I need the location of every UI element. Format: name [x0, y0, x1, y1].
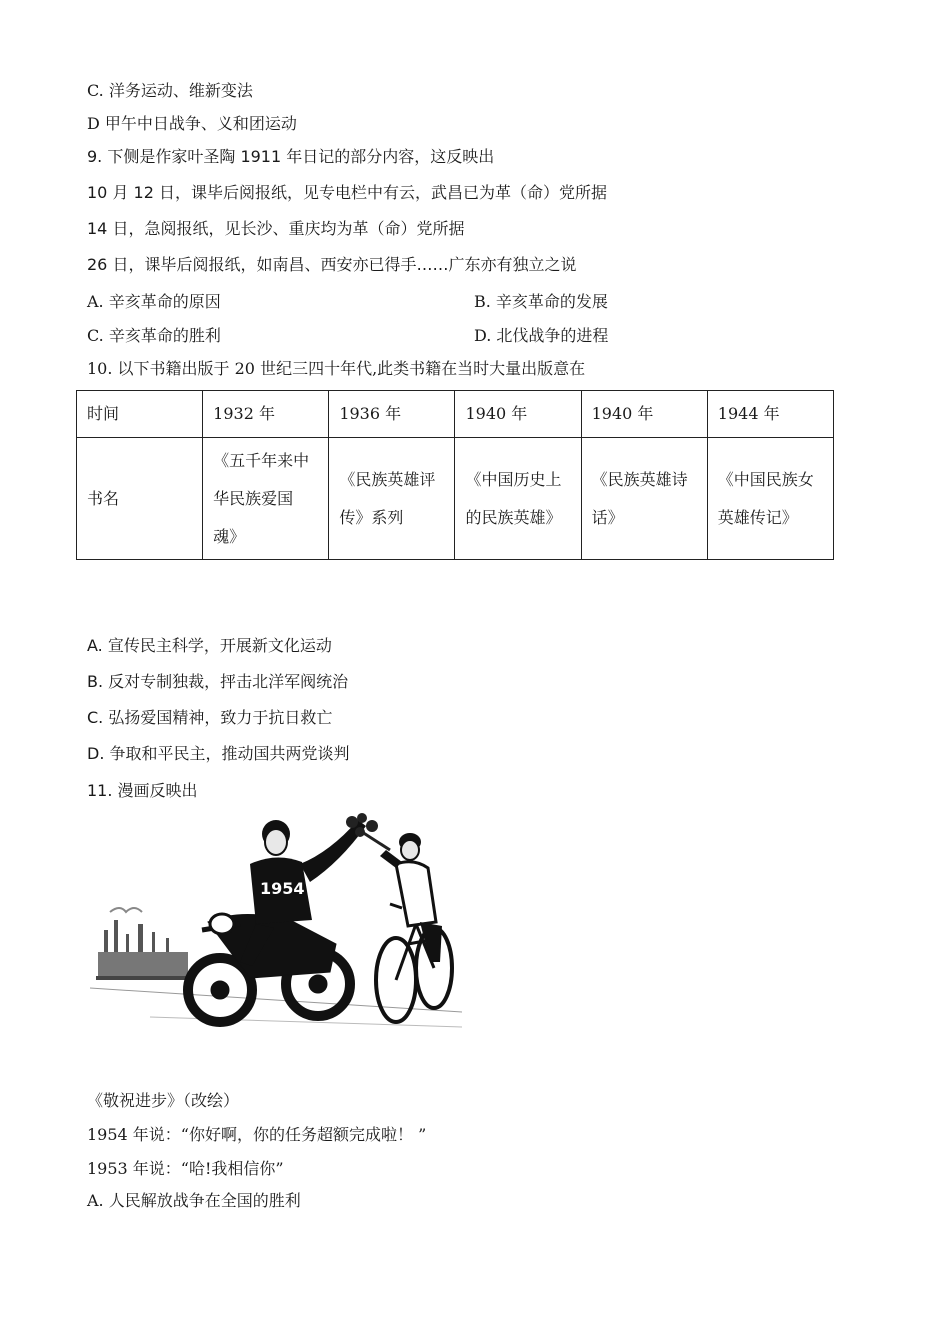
book-title-line: 魂》 — [213, 526, 246, 546]
book-title-line: 话》 — [591, 507, 624, 527]
book-table — [76, 390, 834, 560]
year-cell: 1944 年 — [707, 391, 833, 438]
book-title-cell — [329, 438, 455, 560]
q11-stem: 11. 漫画反映出 — [87, 781, 198, 800]
rider-number: 1954 — [260, 879, 305, 898]
table-row-time — [77, 391, 834, 438]
year-cell: 1940 年 — [455, 391, 581, 438]
book-title-line: 的民族英雄》 — [465, 507, 562, 527]
book-title-line: 传》系列 — [339, 507, 404, 527]
book-title-cell — [707, 438, 833, 560]
factory-background — [96, 908, 190, 980]
book-title-line: 《五千年来中 — [213, 450, 310, 470]
book-title-line: 《民族英雄评 — [339, 469, 436, 489]
q10-option-a: A. 宣传民主科学，开展新文化运动 — [87, 636, 332, 655]
cartoon-image — [90, 812, 462, 1042]
q10-option-b: B. 反对专制独裁，抨击北洋军阀统治 — [87, 672, 349, 691]
book-title-line: 《中国历史上 — [465, 469, 562, 489]
q8-option-c: C. 洋务运动、维新变法 — [87, 81, 253, 100]
table-row-title — [77, 438, 834, 560]
book-title-line: 《民族英雄诗 — [591, 469, 688, 489]
book-title-line: 英雄传记》 — [717, 507, 798, 527]
q9-diary-line-3: 26 日，课毕后阅报纸，如南昌、西安亦已得手……广东亦有独立之说 — [87, 255, 577, 274]
row-label-time: 时间 — [77, 391, 203, 438]
year-cell: 1940 年 — [581, 391, 707, 438]
book-title-line: 《中国民族女 — [717, 469, 814, 489]
q9-option-c: C. 辛亥革命的胜利 — [87, 326, 221, 345]
q9-diary-line-2: 14 日，急阅报纸，见长沙、重庆均为革（命）党所据 — [87, 219, 465, 238]
q9-option-a: A. 辛亥革命的原因 — [87, 292, 221, 311]
row-label-title: 书名 — [77, 438, 203, 560]
year-cell: 1932 年 — [203, 391, 329, 438]
q11-option-a: A. 人民解放战争在全国的胜利 — [87, 1191, 301, 1210]
q10-option-c: C. 弘扬爱国精神，致力于抗日救亡 — [87, 708, 333, 727]
book-title-line: 华民族爱国 — [213, 488, 294, 508]
quote-1953: 1953 年说：“哈!我相信你” — [87, 1159, 284, 1178]
q9-option-d: D. 北伐战争的进程 — [474, 326, 609, 345]
book-title-cell — [203, 438, 329, 560]
q10-stem: 10. 以下书籍出版于 20 世纪三四十年代,此类书籍在当时大量出版意在 — [87, 359, 586, 378]
q9-diary-line-1: 10 月 12 日，课毕后阅报纸，见专电栏中有云，武昌已为革（命）党所据 — [87, 183, 607, 202]
q10-option-d: D. 争取和平民主，推动国共两党谈判 — [87, 744, 350, 763]
year-cell: 1936 年 — [329, 391, 455, 438]
cartoon-caption: 《敬祝进步》（改绘） — [87, 1091, 240, 1110]
q9-stem: 9. 下侧是作家叶圣陶 1911 年日记的部分内容，这反映出 — [87, 147, 495, 166]
q9-option-b: B. 辛亥革命的发展 — [474, 292, 608, 311]
quote-1954: 1954 年说：“你好啊，你的任务超额完成啦！ ” — [87, 1125, 427, 1144]
q8-option-d: D 甲午中日战争、义和团运动 — [87, 114, 297, 133]
book-title-cell — [581, 438, 707, 560]
book-title-cell — [455, 438, 581, 560]
